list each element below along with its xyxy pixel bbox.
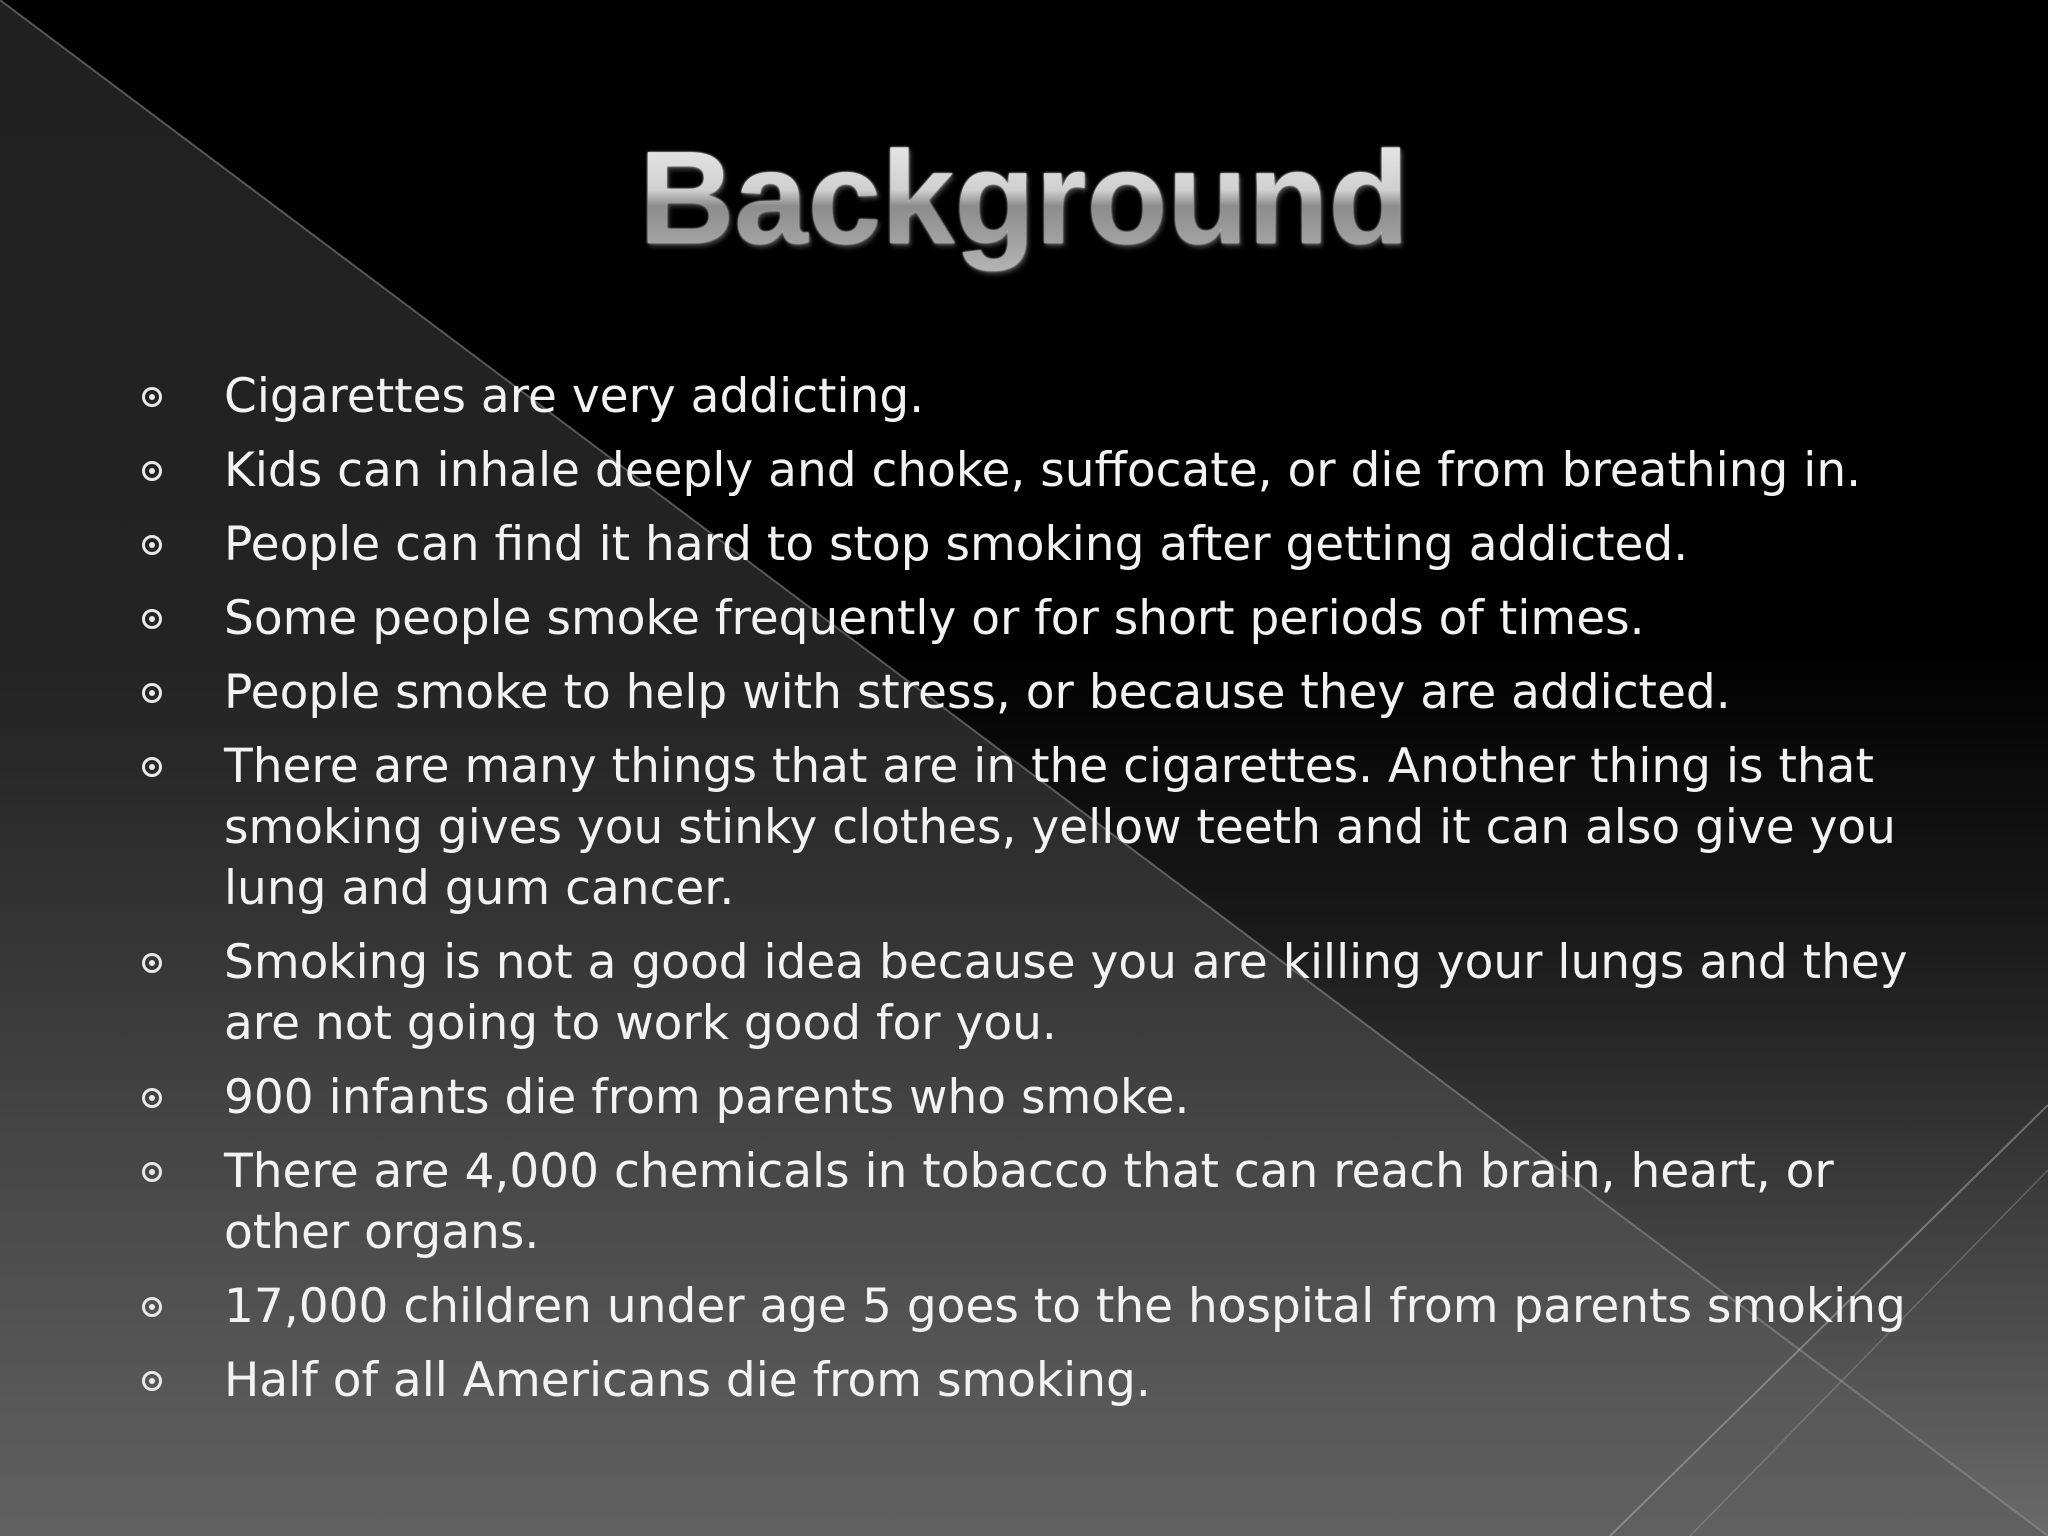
circled-dot-bullet-icon	[142, 1297, 162, 1317]
bullet-item	[130, 662, 1930, 723]
circled-dot-bullet-icon	[142, 461, 162, 481]
bullet-item	[130, 1350, 1930, 1411]
bullet-text: Some people smoke frequently or for short periods of times.	[224, 591, 1645, 646]
bullet-item	[130, 440, 1930, 501]
bullet-item	[130, 1276, 1930, 1337]
bullet-text: 900 infants die from parents who smoke.	[224, 1070, 1190, 1125]
bullet-item	[130, 1141, 1930, 1263]
circled-dot-bullet-icon	[142, 535, 162, 555]
bullet-text: There are 4,000 chemicals in tobacco that can reach brain, heart, or other organs.	[224, 1144, 1834, 1260]
bullet-text: Kids can inhale deeply and choke, suffocate, or die from breathing in.	[224, 443, 1862, 498]
bullet-item	[130, 366, 1930, 427]
bullet-text: People can find it hard to stop smoking after getting addicted.	[224, 517, 1689, 572]
bullet-text: People smoke to help with stress, or because they are addicted.	[224, 665, 1731, 720]
bullet-text: Cigarettes are very addicting.	[224, 369, 925, 424]
bullet-item	[130, 932, 1930, 1054]
bullet-text: Smoking is not a good idea because you are killing your lungs and they are not going to work good for you.	[224, 935, 1908, 1051]
circled-dot-bullet-icon	[142, 609, 162, 629]
bullet-item	[130, 514, 1930, 575]
slide-title: Background	[0, 118, 2048, 278]
bullet-item	[130, 736, 1930, 919]
bullet-list	[130, 366, 1910, 1424]
bullet-text: 17,000 children under age 5 goes to the hospital from parents smoking	[224, 1279, 1906, 1334]
circled-dot-bullet-icon	[142, 683, 162, 703]
bullet-text: Half of all Americans die from smoking.	[224, 1353, 1151, 1408]
circled-dot-bullet-icon	[142, 387, 162, 407]
bullet-item	[130, 588, 1930, 649]
circled-dot-bullet-icon	[142, 953, 162, 973]
circled-dot-bullet-icon	[142, 1088, 162, 1108]
circled-dot-bullet-icon	[142, 1162, 162, 1182]
bullet-text: There are many things that are in the cigarettes. Another thing is that smoking gives you stinky clothes, yellow teeth and it can also give you lung and gum cancer.	[224, 739, 1896, 916]
circled-dot-bullet-icon	[142, 757, 162, 777]
circled-dot-bullet-icon	[142, 1371, 162, 1391]
bullet-item	[130, 1067, 1930, 1128]
